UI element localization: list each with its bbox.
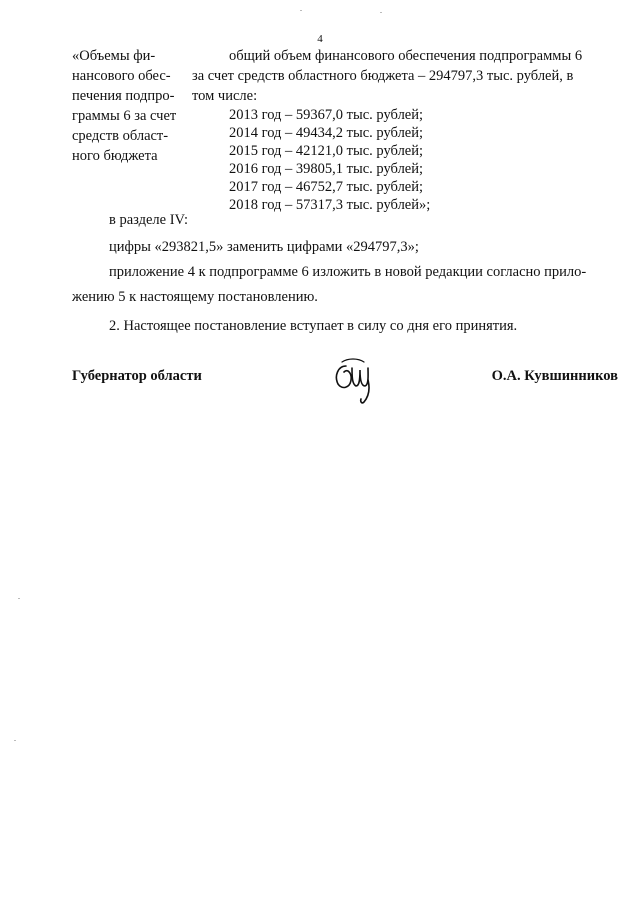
year-line-2014: 2014 год – 49434,2 тыс. рублей; xyxy=(229,125,424,141)
year-line-2018: 2018 год – 57317,3 тыс. рублей»; xyxy=(229,197,431,213)
right-line-3: том числе: xyxy=(192,88,258,104)
handwritten-signature-icon xyxy=(330,352,386,408)
passport-left-cell xyxy=(72,46,184,166)
year-line-2017: 2017 год – 46752,7 тыс. рублей; xyxy=(229,179,424,195)
appendix-line-2: жению 5 к настоящему постановлению. xyxy=(72,289,318,305)
left-line-5: средств област- xyxy=(72,128,169,144)
replace-figures-line: цифры «293821,5» заменить цифрами «294797,3»; xyxy=(109,239,419,255)
section-reference: в разделе IV: xyxy=(109,212,188,228)
right-line-2: за счет средств областного бюджета – 294797,3 тыс. рублей, в xyxy=(192,68,574,84)
left-line-2: нансового обес- xyxy=(72,68,171,84)
year-line-2013: 2013 год – 59367,0 тыс. рублей; xyxy=(229,107,424,123)
year-line-2015: 2015 год – 42121,0 тыс. рублей; xyxy=(229,143,424,159)
scan-speck xyxy=(18,598,20,599)
scan-speck xyxy=(380,12,382,13)
passport-right-cell xyxy=(192,46,611,214)
left-line-6: ного бюджета xyxy=(72,148,158,164)
clause-2: 2. Настоящее постановление вступает в силу со дня его принятия. xyxy=(109,318,518,334)
left-line-1: «Объемы фи- xyxy=(72,48,156,64)
left-line-3: печения подпро- xyxy=(72,88,175,104)
right-line-1: общий объем финансового обеспечения подпрограммы 6 xyxy=(229,48,583,64)
left-line-4: граммы 6 за счет xyxy=(72,108,177,124)
signatory-position: Губернатор области xyxy=(72,368,202,384)
scan-speck xyxy=(14,740,16,741)
signatory-name: О.А. Кувшинников xyxy=(491,368,618,384)
year-line-2016: 2016 год – 39805,1 тыс. рублей; xyxy=(229,161,424,177)
page-number: 4 xyxy=(317,33,323,45)
scan-speck xyxy=(300,10,302,11)
appendix-line-1: приложение 4 к подпрограмме 6 изложить в новой редакции согласно прило- xyxy=(109,264,587,280)
signature-block xyxy=(72,364,618,404)
